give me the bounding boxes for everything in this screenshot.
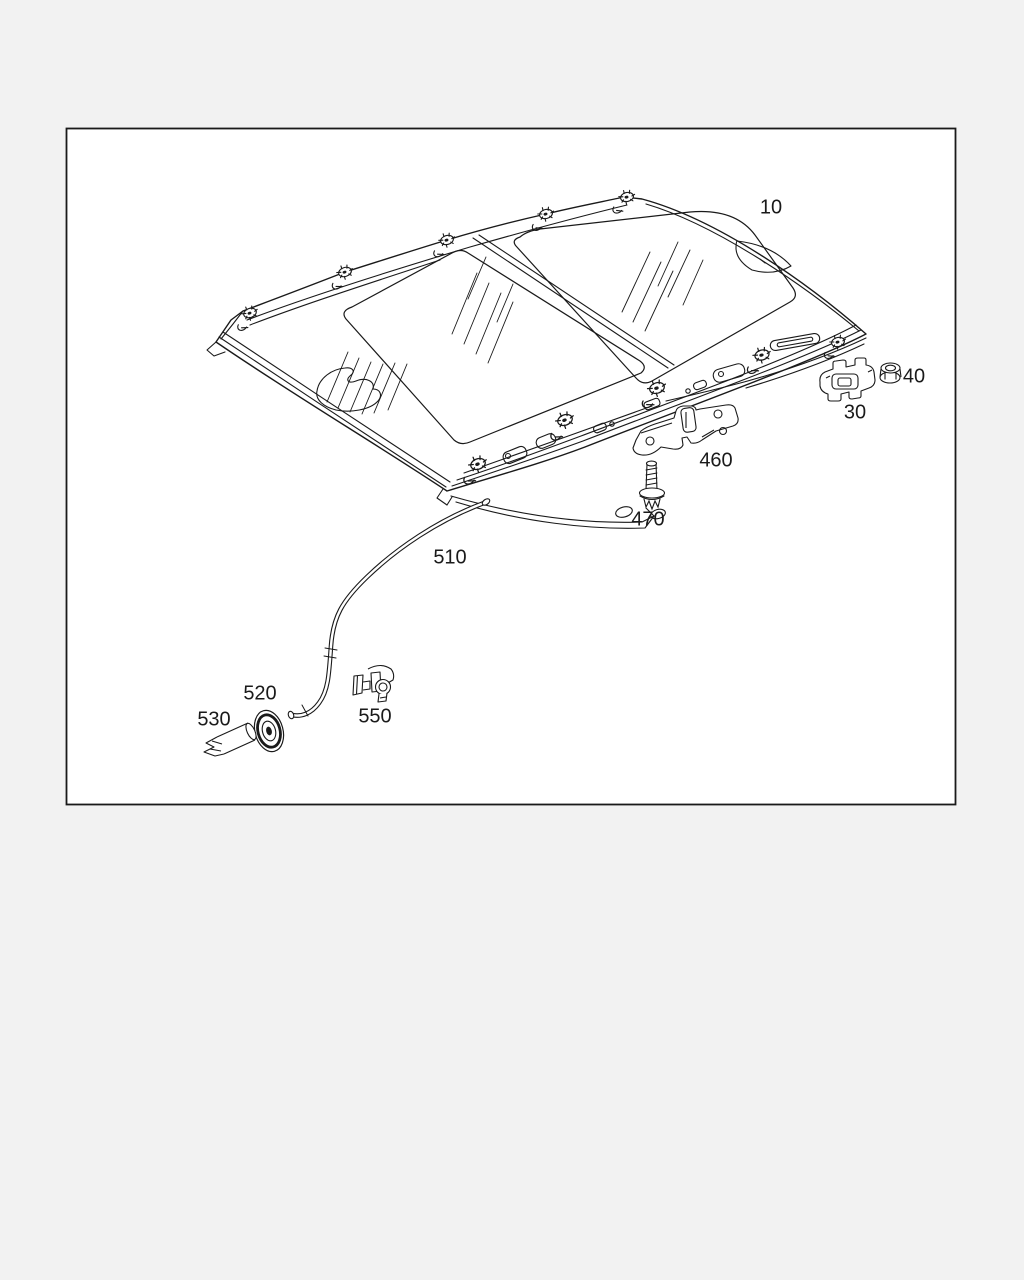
part-label-470: 470 xyxy=(631,508,665,531)
part-label-10: 10 xyxy=(759,196,783,219)
part-label-40: 40 xyxy=(902,365,926,388)
part-label-530: 530 xyxy=(197,708,231,731)
part-label-520: 520 xyxy=(243,682,277,705)
part-label-30: 30 xyxy=(843,401,867,424)
part-label-510: 510 xyxy=(433,546,467,569)
part-label-460: 460 xyxy=(699,449,733,472)
part-label-550: 550 xyxy=(358,705,392,728)
